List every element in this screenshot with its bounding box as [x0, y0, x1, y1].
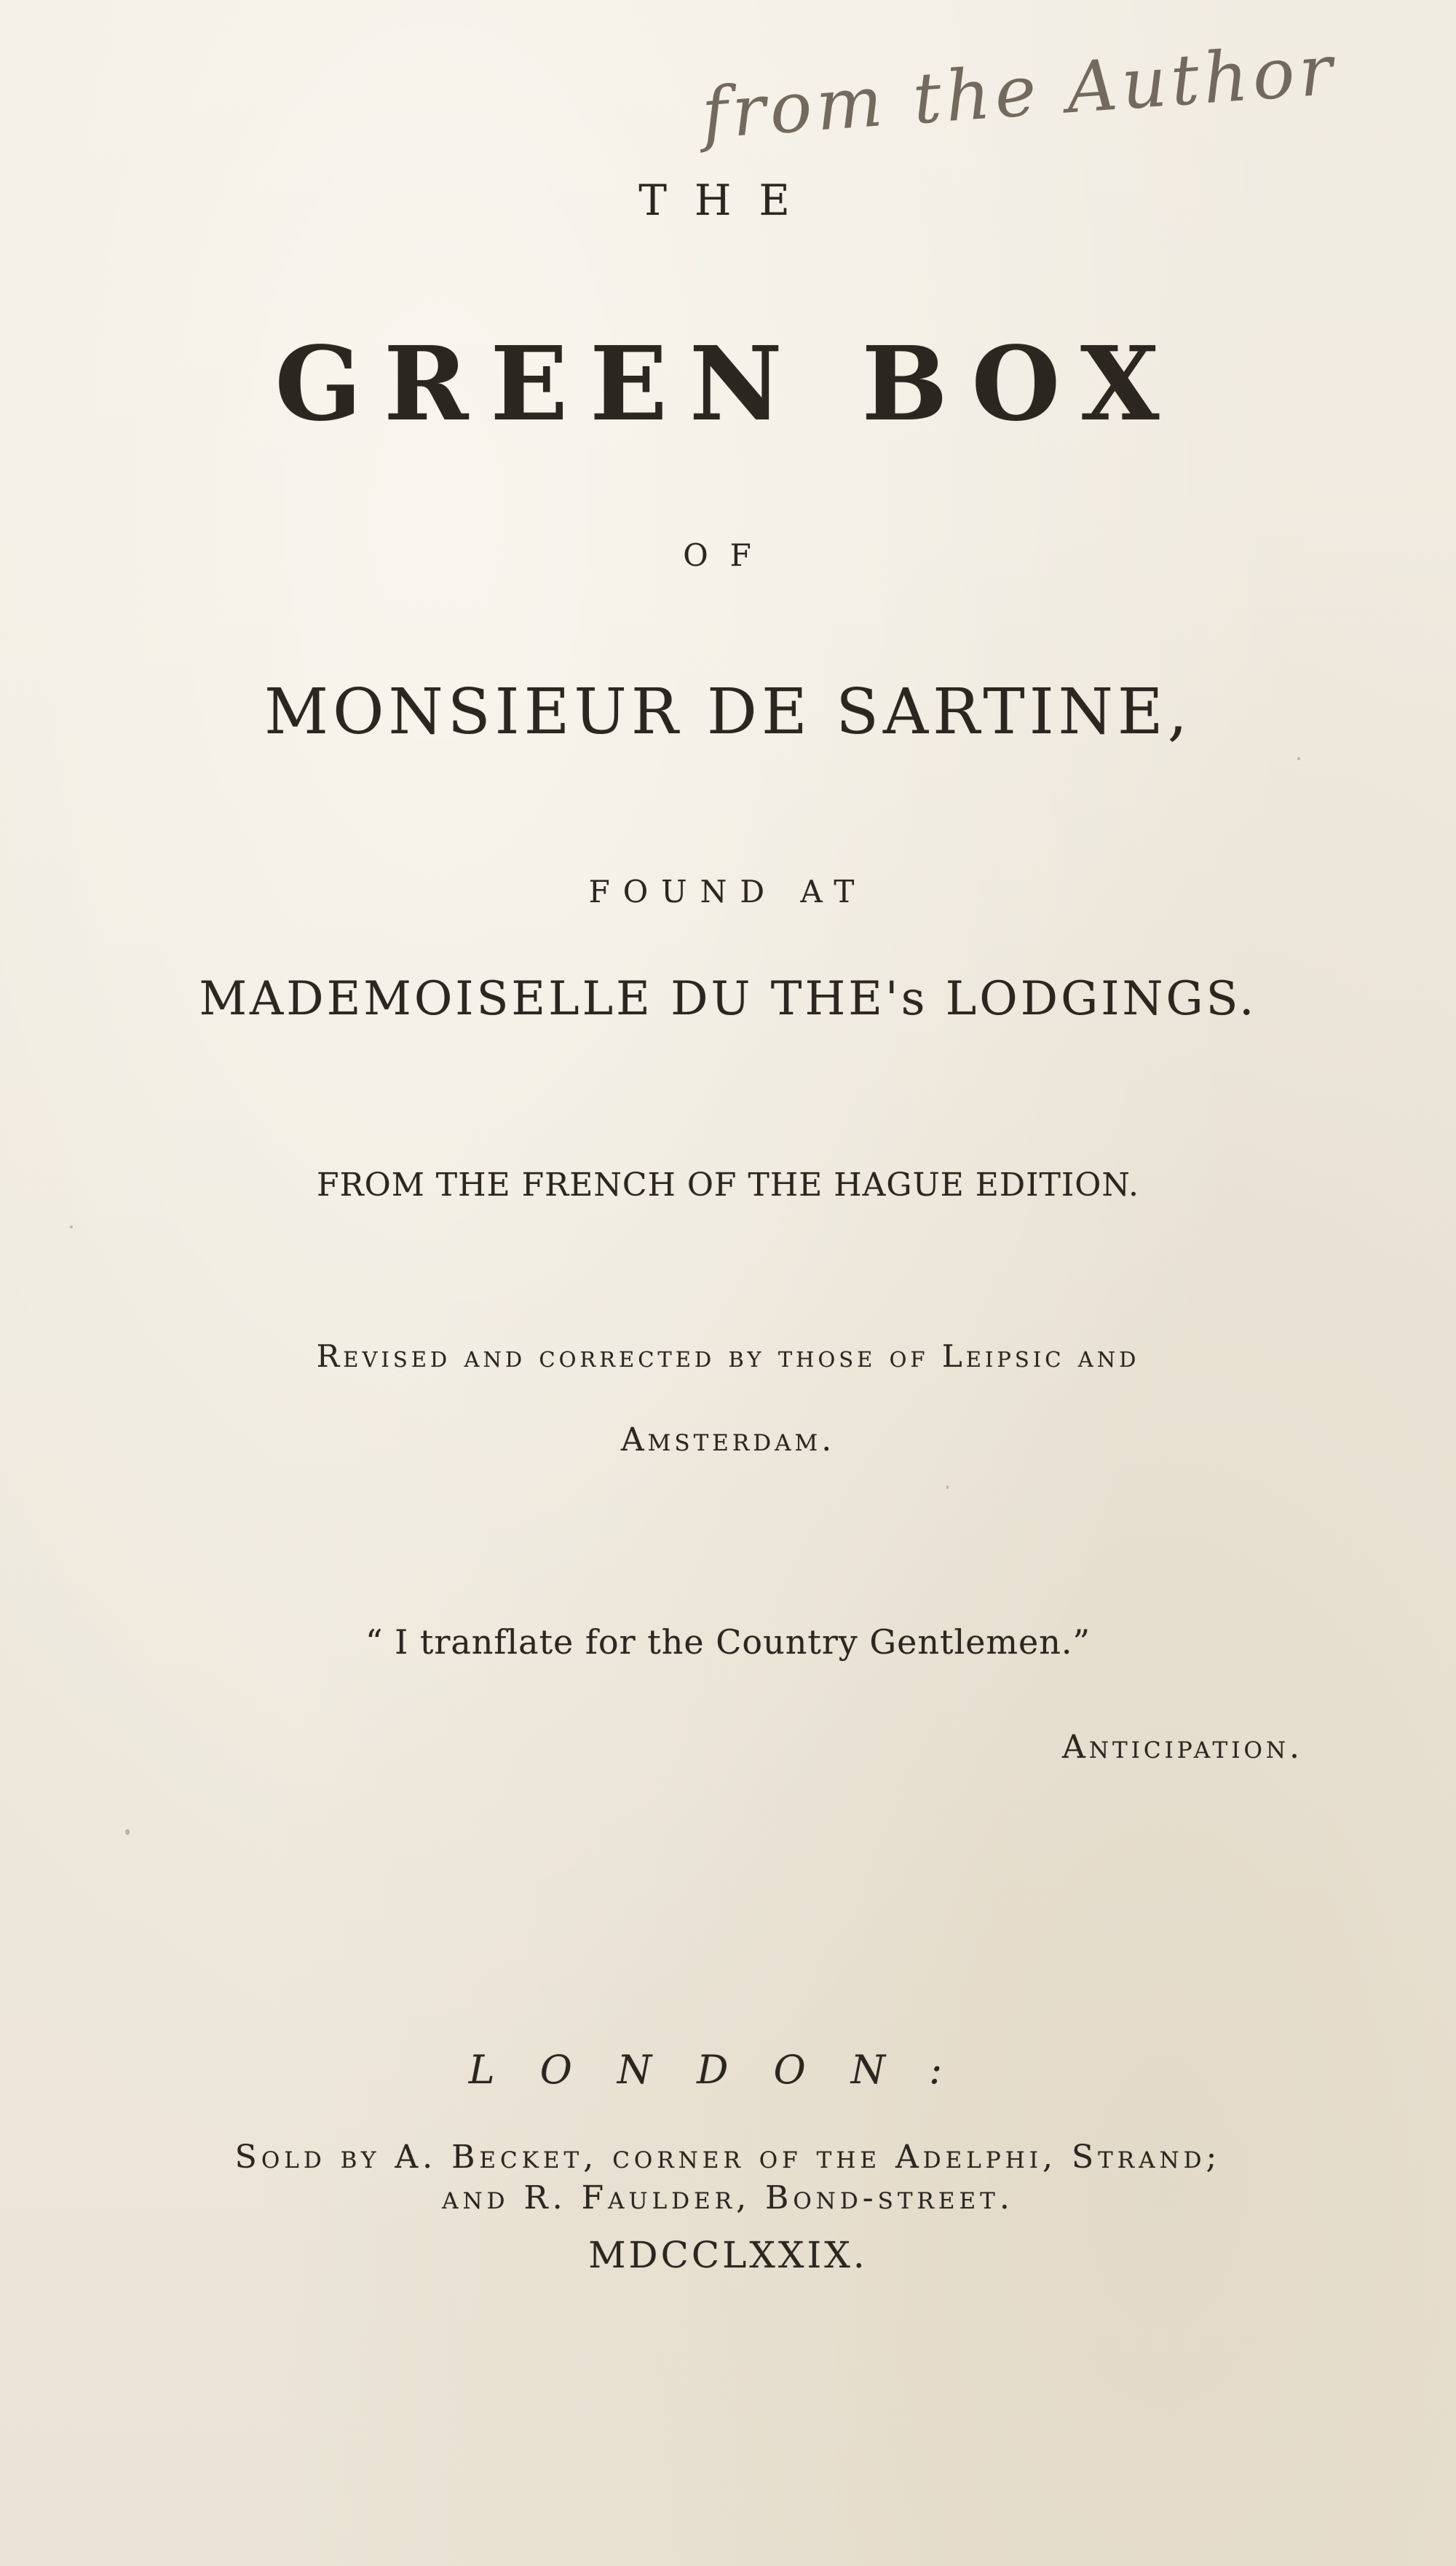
revision-note: Revised and corrected by those of Leipsic and [316, 1338, 1140, 1374]
title-mademoiselle: MADEMOISELLE DU THE's LODGINGS. [199, 972, 1257, 1026]
paper-speck [1297, 757, 1300, 760]
title-monsieur: MONSIEUR DE SARTINE, [264, 676, 1192, 749]
handwritten-inscription [655, 22, 1383, 155]
paper-speck [125, 1829, 130, 1835]
imprint-place: LONDON: [468, 2047, 988, 2093]
paper-speck [946, 1485, 949, 1489]
edition-note: FROM THE FRENCH OF THE HAGUE EDITION. [316, 1166, 1140, 1204]
paper-speck [70, 1225, 73, 1228]
title-of: OF [683, 537, 773, 573]
inscription-text: from the Author [699, 28, 1340, 155]
title-green-box: GREEN BOX [274, 325, 1182, 444]
imprint-seller-cont: and R. Faulder, Bond-street. [442, 2179, 1014, 2216]
epigraph: “ I tranflate for the Country Gentlemen.” [365, 1622, 1091, 1662]
imprint-seller: Sold by A. Becket, corner of the Adelphi, Strand; [234, 2139, 1222, 2176]
revision-note-cont: Amsterdam. [620, 1421, 836, 1458]
epigraph-source: Anticipation. [1062, 1729, 1303, 1766]
imprint-year: MDCCLXXIX. [588, 2234, 868, 2276]
title-the: THE [638, 175, 818, 225]
title-found-at: FOUND AT [588, 874, 868, 909]
